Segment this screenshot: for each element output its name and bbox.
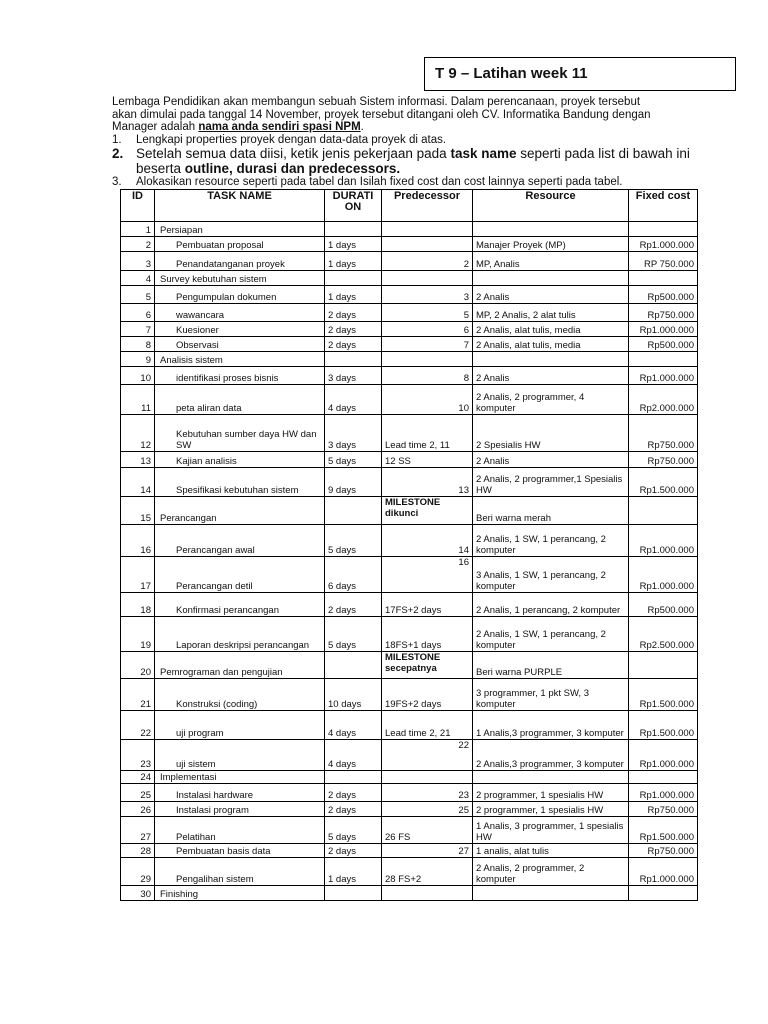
fixed-cost-cell: [629, 652, 698, 679]
table-row: [121, 802, 698, 817]
fixed-cost-cell: Rp1.500.000: [629, 679, 698, 711]
task-id-cell: 17: [121, 557, 155, 593]
duration-cell: [325, 222, 382, 237]
instruction-2-pre: Setelah semua data diisi, ketik jenis pekerjaan pada: [136, 146, 451, 161]
duration-cell: 4 days: [325, 385, 382, 415]
fixed-cost-cell: RP 750.000: [629, 252, 698, 271]
resource-cell: MP, Analis: [473, 252, 629, 271]
fixed-cost-cell: Rp1.000.000: [629, 784, 698, 802]
resource-cell: MP, 2 Analis, 2 alat tulis: [473, 304, 629, 322]
fixed-cost-cell: Rp750.000: [629, 415, 698, 452]
fixed-cost-cell: Rp1.000.000: [629, 367, 698, 385]
table-row: [121, 286, 698, 304]
duration-cell: 2 days: [325, 304, 382, 322]
predecessor-cell: 10: [382, 385, 473, 415]
task-id-cell: 15: [121, 497, 155, 525]
predecessor-cell: 7: [382, 337, 473, 352]
table-row: [121, 886, 698, 901]
task-name-cell: [155, 740, 325, 771]
duration-cell: [325, 497, 382, 525]
fixed-cost-cell: Rp500.000: [629, 337, 698, 352]
task-name-cell: [155, 385, 325, 415]
task-id-cell: 2: [121, 237, 155, 252]
intro-line-1: Lembaga Pendidikan akan membangun sebuah Sistem informasi. Dalam perencanaan, proyek tersebut: [112, 96, 641, 108]
task-name-cell: [155, 415, 325, 452]
resource-cell: 2 Analis, 1 SW, 1 perancang, 2 komputer: [473, 617, 629, 652]
instruction-2-mid: seperti pada list di bawah ini: [516, 146, 690, 161]
task-name-cell: [155, 617, 325, 652]
table-row: [121, 415, 698, 452]
task-name-text: Observasi: [176, 340, 219, 351]
task-name-text: Pemrograman dan pengujian: [160, 667, 283, 678]
task-name-text: Kajian analisis: [176, 456, 237, 467]
resource-cell: 2 Analis, 1 SW, 1 perancang, 2 komputer: [473, 525, 629, 557]
task-name-text: Pengumpulan dokumen: [176, 292, 277, 303]
fixed-cost-cell: Rp1.500.000: [629, 711, 698, 740]
header-fixed-cost: Fixed cost: [629, 190, 698, 222]
task-id-cell: 18: [121, 593, 155, 617]
fixed-cost-cell: Rp1.000.000: [629, 525, 698, 557]
resource-cell: 2 Analis: [473, 452, 629, 468]
resource-cell: Beri warna merah: [473, 497, 629, 525]
task-name-text: Analisis sistem: [160, 355, 223, 366]
header-resource: Resource: [473, 190, 629, 222]
instruction-1: [112, 134, 672, 147]
resource-cell: 2 Analis, alat tulis, media: [473, 322, 629, 337]
table-row: [121, 385, 698, 415]
task-name-text: Pengalihan sistem: [176, 874, 254, 885]
table-row: [121, 593, 698, 617]
task-name-text: Laporan deskripsi perancangan: [176, 640, 310, 651]
duration-cell: [325, 271, 382, 286]
predecessor-cell: 22: [382, 740, 473, 771]
table-row: [121, 352, 698, 367]
resource-cell: 2 Analis,3 programmer, 3 komputer: [473, 740, 629, 771]
table-row: [121, 784, 698, 802]
duration-cell: [325, 352, 382, 367]
predecessor-cell: 3: [382, 286, 473, 304]
duration-cell: 2 days: [325, 844, 382, 858]
task-id-cell: 4: [121, 271, 155, 286]
task-id-cell: 22: [121, 711, 155, 740]
fixed-cost-cell: [629, 886, 698, 901]
instruction-2-line-2: [112, 161, 672, 176]
task-name-text: Finishing: [160, 889, 199, 900]
task-name-text: Spesifikasi kebutuhan sistem: [176, 485, 299, 496]
task-name-cell: [155, 252, 325, 271]
resource-cell: [473, 271, 629, 286]
duration-cell: 5 days: [325, 525, 382, 557]
instruction-2: [112, 146, 690, 161]
task-name-text: wawancara: [176, 310, 225, 321]
fixed-cost-cell: Rp1.500.000: [629, 468, 698, 497]
task-name-text: Perancangan detil: [176, 581, 253, 592]
task-name-text: Persiapan: [160, 225, 203, 236]
task-id-cell: 24: [121, 771, 155, 784]
table-row: [121, 452, 698, 468]
task-name-cell: [155, 237, 325, 252]
predecessor-cell: Lead time 2, 21: [382, 711, 473, 740]
predecessor-cell: 25: [382, 802, 473, 817]
task-name-text: Implementasi: [160, 772, 217, 783]
table-row: [121, 817, 698, 844]
predecessor-cell: [382, 237, 473, 252]
task-name-cell: [155, 844, 325, 858]
task-name-text: uji program: [176, 728, 224, 739]
resource-cell: 2 Analis: [473, 367, 629, 385]
task-name-cell: [155, 337, 325, 352]
fixed-cost-cell: [629, 771, 698, 784]
fixed-cost-cell: [629, 352, 698, 367]
intro-line-3: [112, 121, 672, 134]
instruction-1-number: 1.: [112, 133, 122, 146]
resource-cell: 2 Analis, alat tulis, media: [473, 337, 629, 352]
task-id-cell: 16: [121, 525, 155, 557]
table-row: [121, 497, 698, 525]
instruction-2-bold-1: task name: [450, 146, 517, 161]
duration-cell: 9 days: [325, 468, 382, 497]
task-name-cell: [155, 497, 325, 525]
table-row: [121, 711, 698, 740]
intro-text: [112, 96, 690, 189]
task-name-cell: [155, 557, 325, 593]
resource-cell: Beri warna PURPLE: [473, 652, 629, 679]
task-name-cell: [155, 652, 325, 679]
task-name-cell: [155, 468, 325, 497]
predecessor-cell: 8: [382, 367, 473, 385]
task-name-cell: [155, 593, 325, 617]
table-header-row: [121, 190, 698, 222]
task-id-cell: 11: [121, 385, 155, 415]
resource-cell: 3 programmer, 1 pkt SW, 3 komputer: [473, 679, 629, 711]
predecessor-cell: [382, 271, 473, 286]
duration-cell: 3 days: [325, 367, 382, 385]
predecessor-cell: 18FS+1 days: [382, 617, 473, 652]
resource-cell: 1 Analis,3 programmer, 3 komputer: [473, 711, 629, 740]
table-row: [121, 337, 698, 352]
intro-line-2: akan dimulai pada tanggal 14 November, proyek tersebut ditangani oleh CV. Informatika Bandung dengan: [112, 108, 651, 121]
resource-cell: 1 Analis, 3 programmer, 1 spesialis HW: [473, 817, 629, 844]
task-name-text: identifikasi proses bisnis: [176, 373, 279, 384]
task-id-cell: 28: [121, 844, 155, 858]
task-name-cell: [155, 711, 325, 740]
predecessor-cell: 5: [382, 304, 473, 322]
task-id-cell: 29: [121, 858, 155, 886]
task-table: [120, 189, 698, 901]
duration-cell: [325, 886, 382, 901]
table-row: [121, 557, 698, 593]
task-name-cell: [155, 679, 325, 711]
table-row: [121, 771, 698, 784]
task-name-text: Pembuatan basis data: [176, 846, 271, 857]
fixed-cost-cell: Rp500.000: [629, 286, 698, 304]
resource-cell: 2 Spesialis HW: [473, 415, 629, 452]
task-name-text: Pelatihan: [176, 832, 216, 843]
fixed-cost-cell: [629, 497, 698, 525]
predecessor-cell: 2: [382, 252, 473, 271]
predecessor-cell: 19FS+2 days: [382, 679, 473, 711]
task-id-cell: 14: [121, 468, 155, 497]
header-id: ID: [121, 190, 155, 222]
table-row: [121, 679, 698, 711]
instruction-2-bold-2: outline, durasi dan predecessors.: [184, 161, 401, 176]
header-duration: DURATI ON: [325, 190, 382, 222]
predecessor-cell: 28 FS+2: [382, 858, 473, 886]
task-id-cell: 10: [121, 367, 155, 385]
task-name-cell: [155, 367, 325, 385]
table-row: [121, 652, 698, 679]
resource-cell: [473, 352, 629, 367]
fixed-cost-cell: Rp1.000.000: [629, 858, 698, 886]
duration-cell: 4 days: [325, 711, 382, 740]
predecessor-cell: [382, 222, 473, 237]
table-row: [121, 617, 698, 652]
instruction-3: [112, 176, 672, 189]
instruction-1-text: Lengkapi properties proyek dengan data-data proyek di atas.: [136, 133, 447, 146]
fixed-cost-cell: Rp1.000.000: [629, 322, 698, 337]
task-name-cell: [155, 304, 325, 322]
duration-cell: 6 days: [325, 557, 382, 593]
task-name-text: Instalasi program: [176, 805, 249, 816]
manager-name-instruction: nama anda sendiri spasi NPM: [198, 121, 361, 133]
task-name-text: Kuesioner: [176, 325, 219, 336]
task-name-cell: [155, 286, 325, 304]
predecessor-cell: 17FS+2 days: [382, 593, 473, 617]
task-name-cell: [155, 322, 325, 337]
table-row: [121, 322, 698, 337]
duration-cell: 2 days: [325, 322, 382, 337]
task-id-cell: 6: [121, 304, 155, 322]
predecessor-cell: 23: [382, 784, 473, 802]
fixed-cost-cell: Rp500.000: [629, 593, 698, 617]
task-table-body: [121, 222, 698, 901]
resource-cell: 2 Analis, 2 programmer, 2 komputer: [473, 858, 629, 886]
predecessor-cell: MILESTONE dikunci: [382, 497, 473, 525]
resource-cell: [473, 222, 629, 237]
predecessor-cell: 13: [382, 468, 473, 497]
table-row: [121, 367, 698, 385]
task-name-text: Konfirmasi perancangan: [176, 605, 279, 616]
header-task-name: TASK NAME: [155, 190, 325, 222]
task-name-text: peta aliran data: [176, 403, 242, 414]
task-id-cell: 7: [121, 322, 155, 337]
fixed-cost-cell: Rp1.000.000: [629, 740, 698, 771]
task-name-text: Kebutuhan sumber daya HW dan SW: [176, 429, 317, 451]
predecessor-cell: [382, 352, 473, 367]
task-name-cell: [155, 452, 325, 468]
table-row: [121, 237, 698, 252]
task-name-text: Survey kebutuhan sistem: [160, 274, 267, 285]
duration-cell: 1 days: [325, 252, 382, 271]
task-id-cell: 21: [121, 679, 155, 711]
resource-cell: 1 analis, alat tulis: [473, 844, 629, 858]
resource-cell: 2 programmer, 1 spesialis HW: [473, 802, 629, 817]
table-row: [121, 271, 698, 286]
task-name-text: Penandatanganan proyek: [176, 259, 285, 270]
predecessor-cell: 6: [382, 322, 473, 337]
predecessor-cell: [382, 886, 473, 901]
duration-cell: 5 days: [325, 817, 382, 844]
task-name-text: Pembuatan proposal: [176, 240, 264, 251]
fixed-cost-cell: Rp1.000.000: [629, 237, 698, 252]
table-row: [121, 525, 698, 557]
task-name-text: uji sistem: [176, 759, 216, 770]
task-id-cell: 12: [121, 415, 155, 452]
fixed-cost-cell: Rp1.500.000: [629, 817, 698, 844]
duration-cell: 1 days: [325, 237, 382, 252]
duration-cell: 2 days: [325, 593, 382, 617]
duration-cell: 3 days: [325, 415, 382, 452]
header-predecessor: Predecessor: [382, 190, 473, 222]
predecessor-cell: 16: [382, 557, 473, 593]
task-name-text: Perancangan: [160, 513, 217, 524]
table-row: [121, 844, 698, 858]
duration-cell: 1 days: [325, 286, 382, 304]
predecessor-cell: [382, 771, 473, 784]
resource-cell: 2 programmer, 1 spesialis HW: [473, 784, 629, 802]
task-id-cell: 19: [121, 617, 155, 652]
resource-cell: 2 Analis: [473, 286, 629, 304]
fixed-cost-cell: Rp750.000: [629, 452, 698, 468]
task-id-cell: 5: [121, 286, 155, 304]
resource-cell: [473, 886, 629, 901]
duration-cell: 5 days: [325, 452, 382, 468]
task-name-cell: [155, 222, 325, 237]
task-id-cell: 20: [121, 652, 155, 679]
task-id-cell: 25: [121, 784, 155, 802]
duration-cell: 2 days: [325, 784, 382, 802]
resource-cell: Manajer Proyek (MP): [473, 237, 629, 252]
duration-cell: [325, 771, 382, 784]
task-name-text: Konstruksi (coding): [176, 699, 258, 710]
task-id-cell: 26: [121, 802, 155, 817]
resource-cell: [473, 771, 629, 784]
table-row: [121, 468, 698, 497]
fixed-cost-cell: [629, 222, 698, 237]
task-name-cell: [155, 771, 325, 784]
resource-cell: 2 Analis, 2 programmer, 4 komputer: [473, 385, 629, 415]
task-name-cell: [155, 784, 325, 802]
task-id-cell: 27: [121, 817, 155, 844]
task-name-cell: [155, 271, 325, 286]
resource-cell: 2 Analis, 2 programmer,1 Spesialis HW: [473, 468, 629, 497]
duration-cell: 2 days: [325, 802, 382, 817]
task-id-cell: 13: [121, 452, 155, 468]
task-name-cell: [155, 886, 325, 901]
fixed-cost-cell: [629, 271, 698, 286]
instruction-2-number: 2.: [112, 146, 124, 161]
task-id-cell: 1: [121, 222, 155, 237]
table-row: [121, 304, 698, 322]
instruction-3-number: 3.: [112, 176, 122, 188]
predecessor-cell: 27: [382, 844, 473, 858]
duration-cell: 5 days: [325, 617, 382, 652]
fixed-cost-cell: Rp750.000: [629, 844, 698, 858]
task-id-cell: 8: [121, 337, 155, 352]
task-name-cell: [155, 802, 325, 817]
task-name-cell: [155, 817, 325, 844]
resource-cell: 3 Analis, 1 SW, 1 perancang, 2 komputer: [473, 557, 629, 593]
task-id-cell: 23: [121, 740, 155, 771]
table-row: [121, 222, 698, 237]
duration-cell: [325, 652, 382, 679]
task-name-cell: [155, 352, 325, 367]
predecessor-cell: 12 SS: [382, 452, 473, 468]
fixed-cost-cell: Rp750.000: [629, 304, 698, 322]
resource-cell: 2 Analis, 1 perancang, 2 komputer: [473, 593, 629, 617]
instruction-2-line-2-pre: beserta: [136, 161, 185, 176]
task-name-cell: [155, 858, 325, 886]
fixed-cost-cell: Rp1.000.000: [629, 557, 698, 593]
fixed-cost-cell: Rp750.000: [629, 802, 698, 817]
duration-cell: 1 days: [325, 858, 382, 886]
task-id-cell: 30: [121, 886, 155, 901]
fixed-cost-cell: Rp2.000.000: [629, 385, 698, 415]
duration-cell: 4 days: [325, 740, 382, 771]
task-id-cell: 3: [121, 252, 155, 271]
predecessor-cell: 26 FS: [382, 817, 473, 844]
document-title: T 9 – Latihan week 11: [424, 57, 736, 91]
intro-line-3-pre: Manager adalah: [112, 121, 199, 133]
task-id-cell: 9: [121, 352, 155, 367]
intro-line-3-post: .: [360, 121, 364, 133]
table-row: [121, 858, 698, 886]
duration-cell: 10 days: [325, 679, 382, 711]
table-row: [121, 252, 698, 271]
task-name-cell: [155, 525, 325, 557]
instruction-3-text: Alokasikan resource seperti pada tabel dan Isilah fixed cost dan cost lainnya seperti pada tabel.: [136, 176, 623, 188]
predecessor-cell: MILESTONE secepatnya: [382, 652, 473, 679]
fixed-cost-cell: Rp2.500.000: [629, 617, 698, 652]
predecessor-cell: Lead time 2, 11: [382, 415, 473, 452]
predecessor-cell: 14: [382, 525, 473, 557]
task-name-text: Perancangan awal: [176, 545, 255, 556]
duration-cell: 2 days: [325, 337, 382, 352]
table-row: [121, 740, 698, 771]
task-name-text: Instalasi hardware: [176, 790, 254, 801]
